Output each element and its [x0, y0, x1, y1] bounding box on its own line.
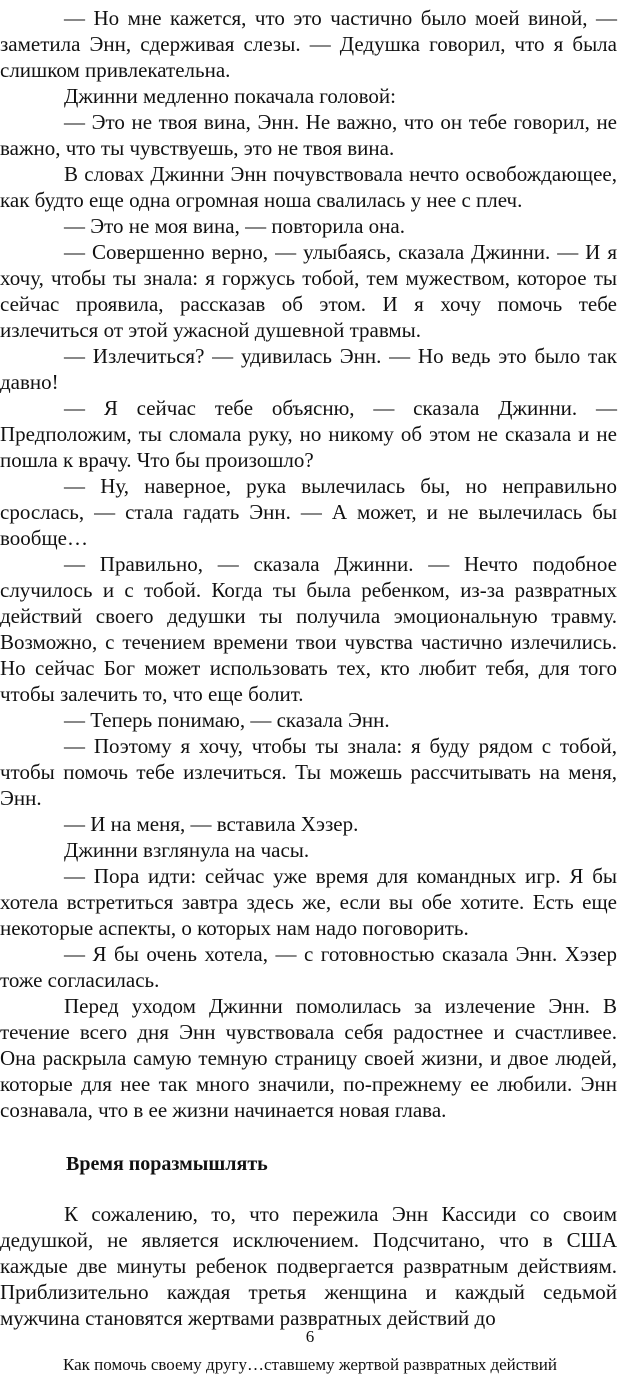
paragraph: — Совершенно верно, — улыбаясь, сказала Джинни. — И я хочу, чтобы ты знала: я горжусь тобой, тем мужеством, которое ты сейчас проявила, рассказав об этом. И я хочу помочь тебе излечиться от этой ужасной душевной травмы.	[0, 240, 617, 342]
paragraph: — Правильно, — сказала Джинни. — Нечто подобное случилось и с тобой. Когда ты была ребенком, из-за развратных действий своего дедушки ты получила эмоциональную травму. Возможно, с течением времени твои чувства частично излечились. Но сейчас Бог может использовать тех, кто любит тебя, для того чтобы залечить то, что еще болит.	[0, 552, 617, 706]
running-footer: Как помочь своему другу…ставшему жертвой развратных действий	[63, 1355, 557, 1374]
paragraph: — И на меня, — вставила Хэзер.	[64, 812, 359, 836]
paragraph: — Пора идти: сейчас уже время для командных игр. Я бы хотела встретиться завтра здесь же, если вы обе хотите. Есть еще некоторые аспекты, о которых нам надо поговорить.	[0, 864, 617, 940]
paragraph: — Ну, наверное, рука вылечилась бы, но неправильно срослась, — стала гадать Энн. — А может, и не вылечилась бы вообще…	[0, 474, 617, 550]
paragraph: — Поэтому я хочу, чтобы ты знала: я буду рядом с тобой, чтобы помочь тебе излечиться. Ты можешь рассчитывать на меня, Энн.	[0, 734, 617, 810]
paragraph: — Это не твоя вина, Энн. Не важно, что он тебе говорил, не важно, что ты чувствуешь, это не твоя вина.	[0, 110, 617, 160]
paragraph: Джинни медленно покачала головой:	[64, 84, 396, 108]
paragraph: — Я бы очень хотела, — с готовностью сказала Энн. Хэзер тоже согласилась.	[0, 942, 617, 992]
paragraph: Перед уходом Джинни помолилась за излечение Энн. В течение всего дня Энн чувствовала себя радостнее и счастливее. Она раскрыла самую темную страницу своей жизни, и двое людей, которые для нее так много значили, по-прежнему ее любили. Энн сознавала, что в ее жизни начинается новая глава.	[0, 994, 617, 1122]
paragraph: К сожалению, то, что пережила Энн Кассиди со своим дедушкой, не является исключением. Подсчитано, что в США каждые две минуты ребенок подвергается развратным действиям. Приблизительно каждая третья женщина и каждый седьмой мужчина становятся жертвами развратных действий до	[0, 1202, 617, 1330]
paragraph: — Но мне кажется, что это частично было моей виной, — заметила Энн, сдерживая слезы. — Дедушка говорил, что я была слишком привлекательна.	[0, 6, 617, 82]
paragraph: — Излечиться? — удивилась Энн. — Но ведь это было так давно!	[0, 344, 617, 394]
paragraph: — Я сейчас тебе объясню, — сказала Джинни. — Предположим, ты сломала руку, но никому об этом не сказала и не пошла к врачу. Что бы произошло?	[0, 396, 617, 472]
body-text	[0, 5, 617, 1123]
section-body	[0, 1201, 617, 1331]
paragraph: В словах Джинни Энн почувствовала нечто освобождающее, как будто еще одна огромная ноша свалилась у нее с плеч.	[0, 162, 617, 212]
paragraph: — Это не моя вина, — повторила она.	[64, 214, 405, 238]
paragraph: Джинни взглянула на часы.	[64, 838, 310, 862]
page-number: 6	[305, 1327, 315, 1346]
section-heading: Время поразмышлять	[66, 1153, 268, 1175]
paragraph: — Теперь понимаю, — сказала Энн.	[64, 708, 390, 732]
